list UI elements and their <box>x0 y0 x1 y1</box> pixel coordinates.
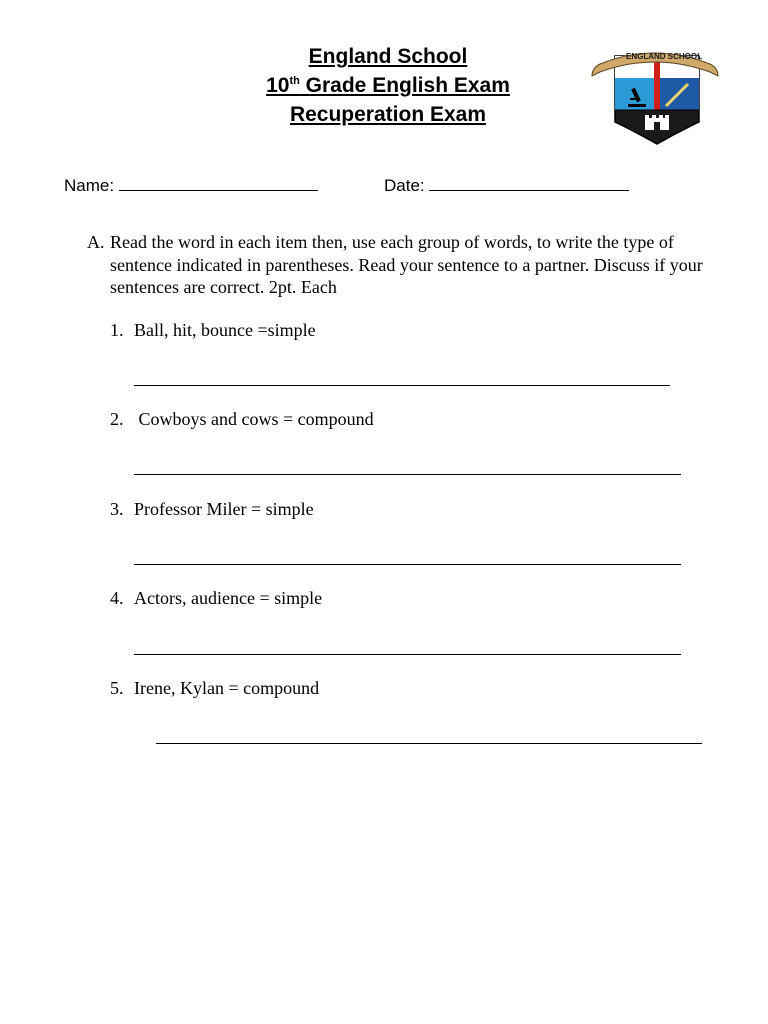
item-number: 4. <box>110 588 124 608</box>
exercise-item-2 <box>110 409 374 430</box>
grade-suffix: th <box>289 75 300 87</box>
instructions-text: Read the word in each item then, use each group of words, to write the type of sentence indicated in parentheses. Read your sentence to a partner. Discuss if your sentences are correct. 2pt. Each <box>110 232 703 297</box>
name-label: Name: <box>64 176 115 195</box>
item-prompt: Irene, Kylan = compound <box>134 678 320 698</box>
exercise-item-3 <box>110 499 314 520</box>
exercise-item-5 <box>110 678 319 699</box>
item-number: 2. <box>110 409 124 429</box>
school-name: England School <box>308 45 468 68</box>
section-letter: A. <box>87 232 105 252</box>
answer-line-2[interactable] <box>134 474 681 475</box>
date-blank-line[interactable] <box>429 174 629 191</box>
date-label: Date: <box>384 176 425 195</box>
date-field[interactable] <box>384 174 629 196</box>
answer-line-1[interactable] <box>134 385 670 386</box>
exam-type: Recuperation Exam <box>289 103 487 126</box>
exam-title-rest: Grade English Exam <box>299 74 510 97</box>
item-prompt: Cowboys and cows = compound <box>134 409 374 429</box>
answer-line-4[interactable] <box>134 654 681 655</box>
name-blank-line[interactable] <box>119 174 318 191</box>
answer-line-5[interactable] <box>156 743 702 744</box>
item-number: 5. <box>110 678 124 698</box>
item-number: 1. <box>110 320 124 340</box>
item-prompt: Actors, audience = simple <box>134 588 323 608</box>
answer-line-3[interactable] <box>134 564 681 565</box>
item-prompt: Professor Miler = simple <box>134 499 314 519</box>
exercise-item-4 <box>110 588 322 609</box>
exercise-item-1 <box>110 320 316 341</box>
crest-banner-text: ENGLAND SCHOOL <box>626 52 702 61</box>
grade-number: 10 <box>266 74 290 97</box>
item-number: 3. <box>110 499 124 519</box>
item-prompt: Ball, hit, bounce =simple <box>134 320 316 340</box>
name-field[interactable] <box>64 174 318 196</box>
school-crest-logo <box>588 38 722 148</box>
